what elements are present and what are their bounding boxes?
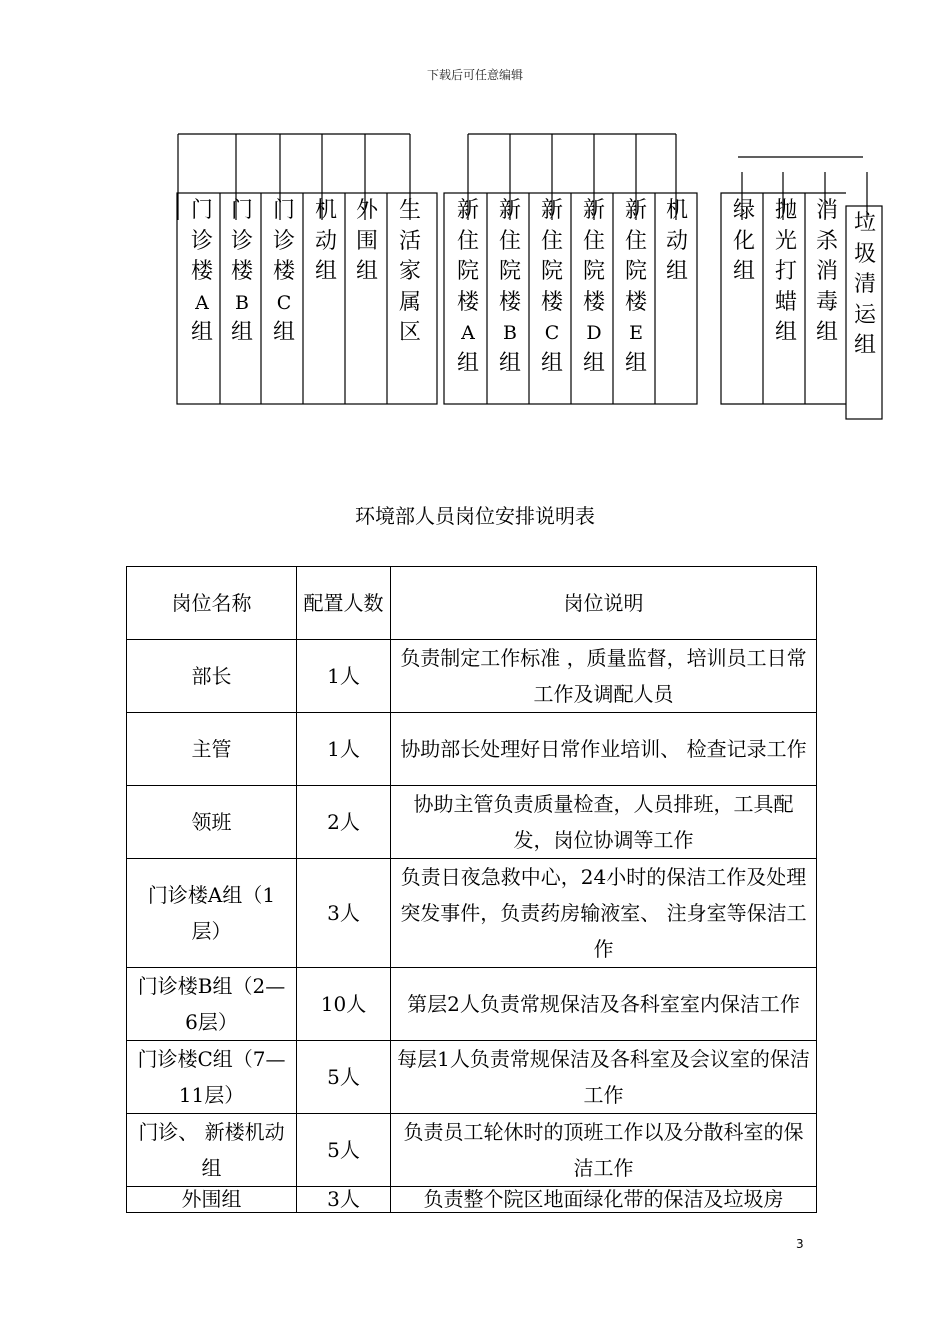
org-unit: 门 诊 楼 A 组 xyxy=(190,198,213,345)
description-cell: 负责整个院区地面绿化带的保洁及垃圾房 xyxy=(391,1187,817,1213)
table-row xyxy=(127,1114,817,1187)
table-title: 环境部人员岗位安排说明表 xyxy=(355,504,595,528)
count-cell: 1人 xyxy=(297,713,391,786)
table-header-row xyxy=(127,567,817,640)
org-unit: 机 动 组 xyxy=(314,198,337,284)
org-unit: 新 住 院 楼 B 组 xyxy=(498,198,521,376)
org-unit: 消 杀 消 毒 组 xyxy=(815,198,838,345)
staff-table xyxy=(126,566,817,1213)
count-cell: 3人 xyxy=(297,1187,391,1213)
org-unit: 新 住 院 楼 C 组 xyxy=(540,198,563,376)
table-row xyxy=(127,968,817,1041)
org-unit: 外 围 组 xyxy=(355,198,378,284)
org-unit: 机 动 组 xyxy=(665,198,688,284)
org-unit: 抛 光 打 蜡 组 xyxy=(774,198,797,345)
column-header: 岗位说明 xyxy=(391,567,817,640)
count-cell: 10人 xyxy=(297,968,391,1041)
org-unit: 门 诊 楼 C 组 xyxy=(272,198,295,345)
position-cell: 门诊、 新楼机动组 xyxy=(127,1114,297,1187)
count-cell: 5人 xyxy=(297,1114,391,1187)
description-cell: 负责日夜急救中心，24小时的保洁工作及处理突发事件，负责药房输液室、 注身室等保洁工作 xyxy=(391,859,817,968)
position-cell: 门诊楼A组（1层） xyxy=(127,859,297,968)
table-row xyxy=(127,786,817,859)
description-cell: 第层2人负责常规保洁及各科室室内保洁工作 xyxy=(391,968,817,1041)
org-unit: 垃 圾 清 运 组 xyxy=(853,211,876,358)
org-unit: 新 住 院 楼 D 组 xyxy=(582,198,605,376)
page-number: 3 xyxy=(796,1237,804,1251)
count-cell: 5人 xyxy=(297,1041,391,1114)
description-cell: 负责员工轮休时的顶班工作以及分散科室的保洁工作 xyxy=(391,1114,817,1187)
description-cell: 每层1人负责常规保洁及各科室及会议室的保洁工作 xyxy=(391,1041,817,1114)
count-cell: 2人 xyxy=(297,786,391,859)
org-unit: 新 住 院 楼 A 组 xyxy=(456,198,479,376)
count-cell: 1人 xyxy=(297,640,391,713)
org-unit: 绿 化 组 xyxy=(732,198,755,284)
position-cell: 门诊楼C组（7—11层） xyxy=(127,1041,297,1114)
table-row xyxy=(127,859,817,968)
position-cell: 领班 xyxy=(127,786,297,859)
position-cell: 门诊楼B组（2—6层） xyxy=(127,968,297,1041)
description-cell: 负责制定工作标准 ，质量监督，培训员工日常工作及调配人员 xyxy=(391,640,817,713)
column-header: 岗位名称 xyxy=(127,567,297,640)
position-cell: 主管 xyxy=(127,713,297,786)
description-cell: 协助部长处理好日常作业培训、 检查记录工作 xyxy=(391,713,817,786)
position-cell: 部长 xyxy=(127,640,297,713)
org-unit: 新 住 院 楼 E 组 xyxy=(624,198,647,376)
org-unit: 生 活 家 属 区 xyxy=(398,198,421,345)
column-header: 配置人数 xyxy=(297,567,391,640)
header-note: 下载后可任意编辑 xyxy=(426,68,523,82)
position-cell: 外围组 xyxy=(127,1187,297,1213)
count-cell: 3人 xyxy=(297,859,391,968)
table-row xyxy=(127,640,817,713)
table-row xyxy=(127,713,817,786)
org-unit: 门 诊 楼 B 组 xyxy=(230,198,253,345)
description-cell: 协助主管负责质量检查，人员排班，工具配发，岗位协调等工作 xyxy=(391,786,817,859)
table-row xyxy=(127,1041,817,1114)
table-row xyxy=(127,1187,817,1213)
